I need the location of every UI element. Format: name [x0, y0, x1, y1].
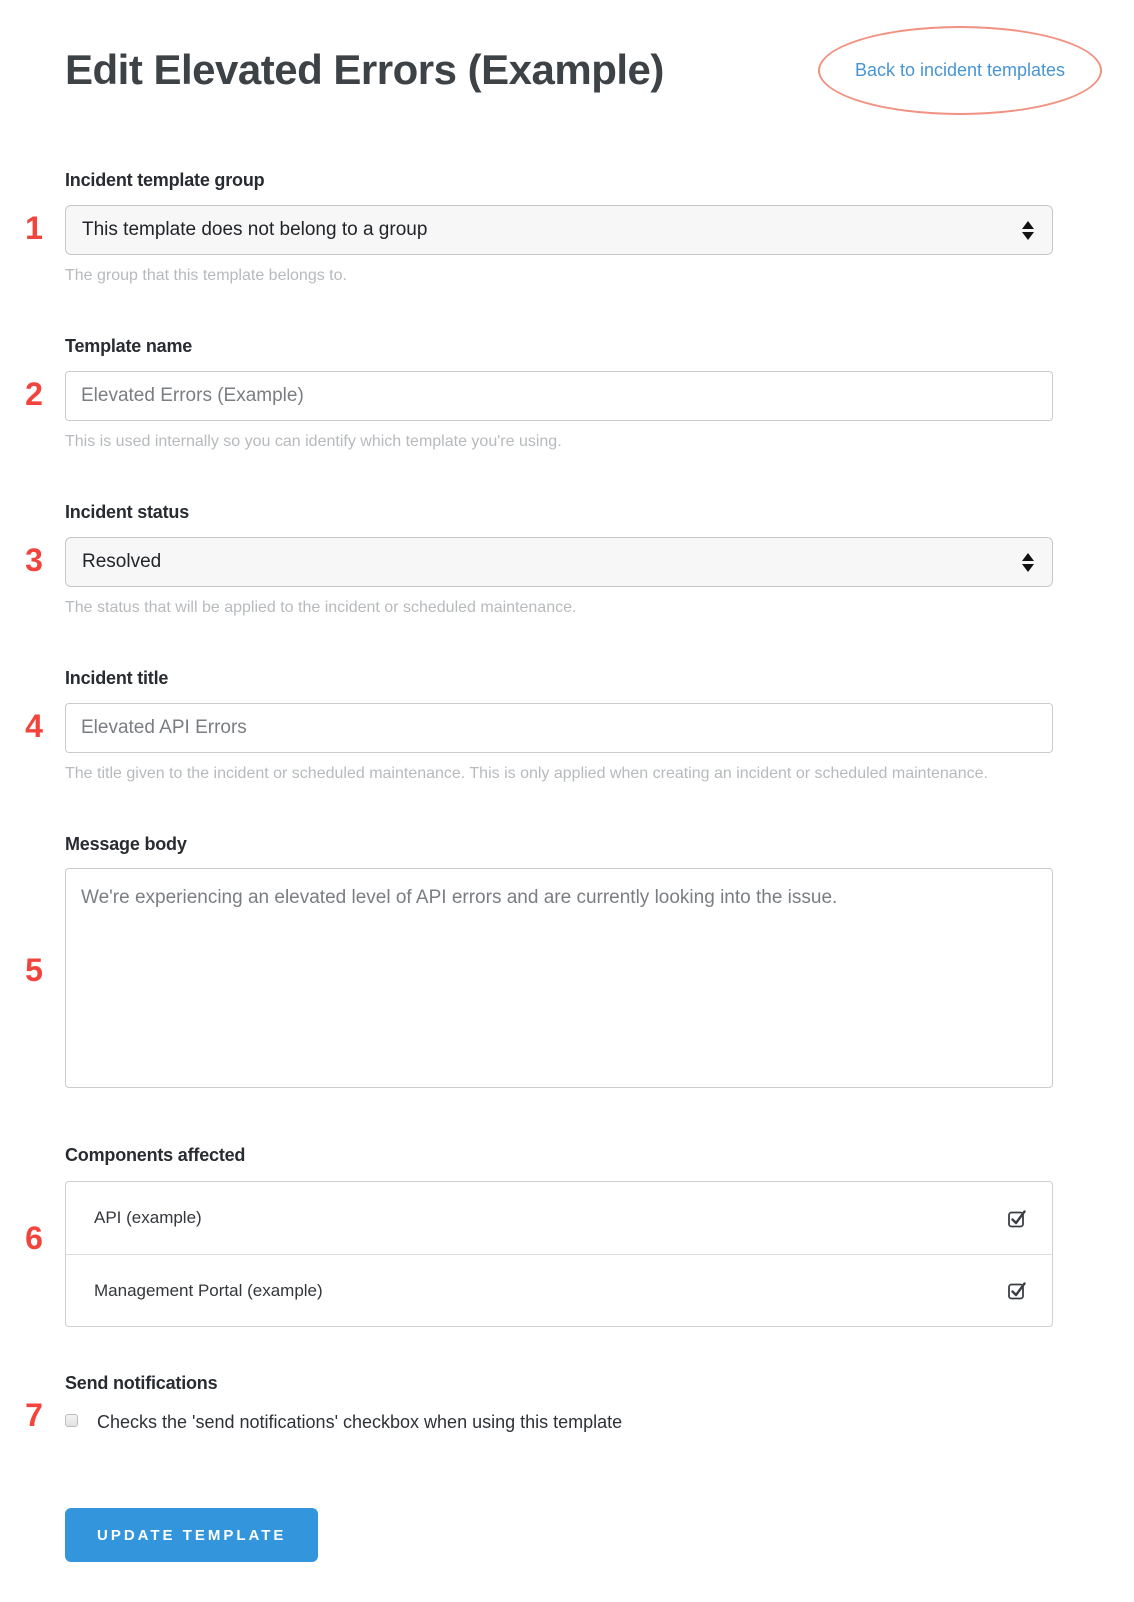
field-template-name	[25, 336, 1053, 450]
checked-checkbox-icon[interactable]	[1007, 1208, 1028, 1229]
send-notifications-checkbox-label: Checks the 'send notifications' checkbox when using this template	[97, 1412, 623, 1432]
page-header	[65, 26, 1066, 116]
component-row-api[interactable]	[66, 1182, 1052, 1254]
component-name: API (example)	[94, 1208, 202, 1227]
field-incident-template-group	[25, 170, 1053, 284]
incident-template-group-help: The group that this template belongs to.	[65, 267, 347, 284]
annotation-number-2: 2	[25, 376, 43, 412]
template-name-input[interactable]	[65, 371, 1053, 421]
incident-title-input[interactable]	[65, 703, 1053, 753]
annotation-number-4: 4	[25, 708, 43, 744]
incident-template-group-select[interactable]	[65, 205, 1053, 255]
incident-status-label: Incident status	[65, 502, 190, 522]
field-incident-title	[25, 668, 1053, 782]
updown-arrows-icon	[1022, 221, 1034, 240]
component-row-management-portal[interactable]	[66, 1254, 1052, 1326]
components-affected-label: Components affected	[65, 1145, 246, 1165]
updown-arrows-icon	[1022, 553, 1034, 572]
incident-template-group-value: This template does not belong to a group	[82, 219, 428, 240]
update-template-button[interactable]: UPDATE TEMPLATE	[65, 1508, 318, 1562]
template-name-label: Template name	[65, 336, 193, 356]
checked-checkbox-icon[interactable]	[1007, 1280, 1028, 1301]
back-to-incident-templates-link[interactable]: Back to incident templates	[854, 60, 1066, 80]
annotation-number-7: 7	[25, 1397, 43, 1433]
message-body-textarea[interactable]	[65, 868, 1053, 1088]
components-list	[65, 1181, 1053, 1327]
field-message-body	[25, 834, 1053, 1093]
incident-title-label: Incident title	[65, 668, 169, 688]
page-title: Edit Elevated Errors (Example)	[65, 46, 664, 93]
annotation-number-3: 3	[25, 542, 43, 578]
field-components-affected	[25, 1145, 1053, 1327]
send-notifications-row	[65, 1410, 1053, 1434]
incident-title-help: The title given to the incident or scheduled maintenance. This is only applied when creating an incident or scheduled maintenance.	[65, 765, 988, 782]
field-incident-status	[25, 502, 1053, 616]
annotation-ellipse	[818, 26, 1102, 115]
template-name-help: This is used internally so you can identify which template you're using.	[65, 433, 562, 450]
annotation-number-6: 6	[25, 1220, 43, 1256]
incident-status-select[interactable]	[65, 537, 1053, 587]
field-send-notifications	[25, 1373, 1053, 1434]
incident-status-help: The status that will be applied to the incident or scheduled maintenance.	[65, 599, 577, 616]
incident-status-value: Resolved	[82, 551, 162, 572]
incident-template-group-label: Incident template group	[65, 170, 265, 190]
annotation-number-5: 5	[25, 952, 43, 988]
unchecked-checkbox-icon[interactable]	[65, 1414, 78, 1427]
send-notifications-label: Send notifications	[65, 1373, 218, 1393]
component-name: Management Portal (example)	[94, 1280, 323, 1300]
message-body-label: Message body	[65, 834, 187, 854]
annotation-number-1: 1	[25, 210, 43, 246]
